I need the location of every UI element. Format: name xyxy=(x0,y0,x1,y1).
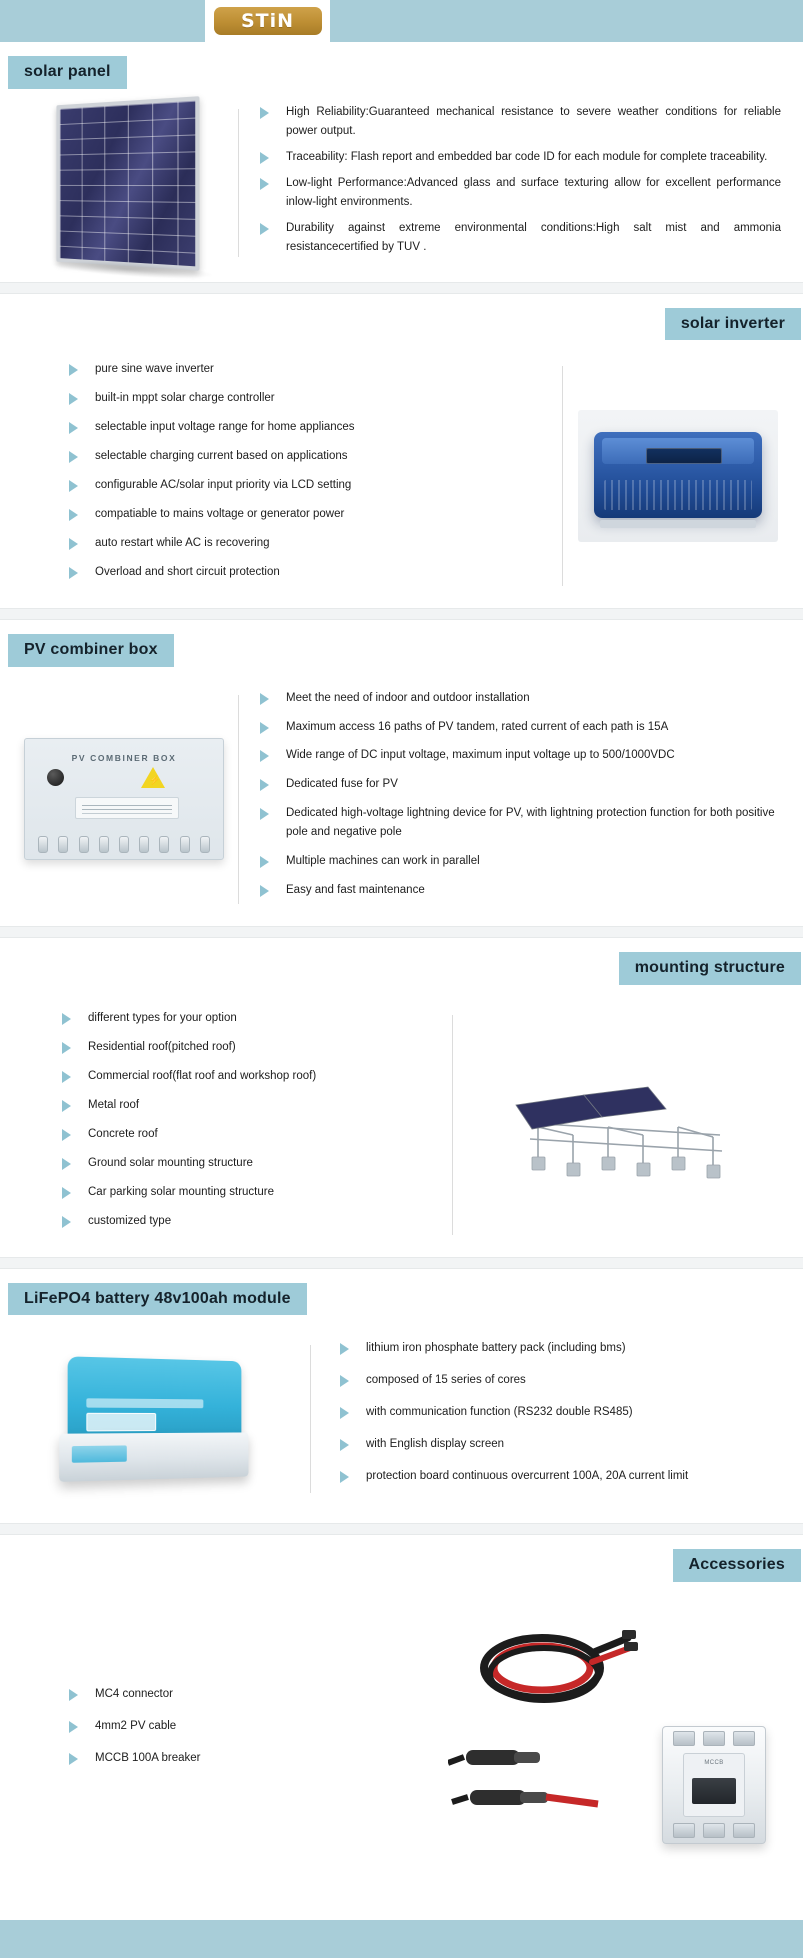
content-row-pv-combiner-box xyxy=(0,673,803,927)
content-row-solar-inverter xyxy=(0,346,803,608)
section-title-lifepo4-battery: LiFePO4 battery 48v100ah module xyxy=(8,1283,307,1316)
triangle-bullet-icon xyxy=(260,693,269,705)
triangle-bullet-icon xyxy=(69,567,78,579)
list-item-text: protection board continuous overcurrent 100A, 20A current limit xyxy=(366,1470,689,1483)
list-item xyxy=(256,219,793,257)
list-item xyxy=(256,775,793,794)
banner-row-pv-combiner-box xyxy=(0,620,803,673)
mccb-terminal xyxy=(703,1731,725,1746)
section-title-mounting-structure: mounting structure xyxy=(619,952,801,985)
banner-row-lifepo4-battery xyxy=(0,1269,803,1322)
list-item xyxy=(58,1125,435,1144)
mounting-structure-art xyxy=(498,1065,748,1185)
list-item xyxy=(256,103,793,141)
cable-gland xyxy=(79,836,89,853)
list-item xyxy=(256,881,793,900)
triangle-bullet-icon xyxy=(62,1013,71,1025)
mccb-terminal xyxy=(703,1823,725,1838)
features-pv-combiner-box xyxy=(238,689,793,911)
combiner-box-cable-glands xyxy=(33,831,215,853)
list-item-text: Maximum access 16 paths of PV tandem, rated current of each path is 15A xyxy=(286,720,669,733)
cable-gland xyxy=(38,836,48,853)
mccb-breaker-art xyxy=(662,1726,766,1844)
triangle-bullet-icon xyxy=(62,1071,71,1083)
combiner-box-art xyxy=(24,738,224,860)
list-item-text: Meet the need of indoor and outdoor installation xyxy=(286,691,530,704)
battery-label-strip xyxy=(86,1398,203,1408)
triangle-bullet-icon xyxy=(340,1439,349,1451)
list-item-text: Durability against extreme environmental conditions:High salt mist and ammonia resistancecertified by TUV . xyxy=(286,221,781,253)
cable-gland xyxy=(99,836,109,853)
battery-upper-shell xyxy=(67,1356,241,1437)
list-item-text: Metal roof xyxy=(88,1098,140,1111)
cable-gland xyxy=(200,836,210,853)
list-item-text: Multiple machines can work in parallel xyxy=(286,855,480,868)
feature-list-solar-panel xyxy=(256,103,793,257)
triangle-bullet-icon xyxy=(69,1721,78,1733)
list-item xyxy=(58,1212,435,1231)
triangle-bullet-icon xyxy=(260,779,269,791)
triangle-bullet-icon xyxy=(62,1158,71,1170)
list-item xyxy=(256,852,793,871)
features-mounting-structure xyxy=(10,1009,453,1241)
image-solar-inverter xyxy=(563,410,793,542)
image-lifepo4-battery xyxy=(10,1349,310,1489)
triangle-bullet-icon xyxy=(62,1187,71,1199)
section-solar-inverter xyxy=(0,294,803,620)
list-item-text: with communication function (RS232 double RS485) xyxy=(366,1406,633,1419)
cable-gland xyxy=(58,836,68,853)
footer-spacer xyxy=(0,1878,803,1920)
image-accessories xyxy=(413,1618,793,1848)
list-item-text: Car parking solar mounting structure xyxy=(88,1185,274,1198)
mccb-terminal xyxy=(673,1731,695,1746)
triangle-bullet-icon xyxy=(69,480,78,492)
feature-list-solar-inverter xyxy=(65,360,545,582)
list-item-text: auto restart while AC is recovering xyxy=(95,537,270,549)
triangle-bullet-icon xyxy=(260,750,269,762)
cable-gland xyxy=(139,836,149,853)
battery-lower-shell xyxy=(59,1433,248,1482)
list-item-text: composed of 15 series of cores xyxy=(366,1374,526,1387)
list-item xyxy=(65,476,545,495)
mccb-top-terminals xyxy=(673,1731,755,1747)
triangle-bullet-icon xyxy=(69,364,78,376)
section-title-solar-panel: solar panel xyxy=(8,56,127,89)
list-item xyxy=(256,746,793,765)
image-mounting-structure xyxy=(453,1065,793,1185)
image-solar-panel xyxy=(10,101,238,266)
pv-cable-coil-art xyxy=(464,1622,640,1718)
triangle-bullet-icon xyxy=(69,393,78,405)
list-item xyxy=(58,1067,435,1086)
list-item xyxy=(65,1749,413,1768)
list-item xyxy=(256,718,793,737)
triangle-bullet-icon xyxy=(260,223,269,235)
mccb-toggle-switch xyxy=(692,1778,736,1804)
list-item xyxy=(256,174,793,212)
list-item-text: built-in mppt solar charge controller xyxy=(95,392,275,405)
feature-list-lifepo4-battery xyxy=(336,1339,793,1486)
list-item xyxy=(336,1371,793,1390)
content-row-mounting-structure xyxy=(0,991,803,1257)
list-item-text: with English display screen xyxy=(366,1438,505,1451)
triangle-bullet-icon xyxy=(260,178,269,190)
high-voltage-warning-icon xyxy=(141,767,165,788)
combiner-box-printed-title: PV COMBINER BOX xyxy=(71,753,177,764)
list-item xyxy=(58,1183,435,1202)
triangle-bullet-icon xyxy=(62,1129,71,1141)
cable-gland xyxy=(119,836,129,853)
cable-gland xyxy=(180,836,190,853)
list-item-text: Dedicated fuse for PV xyxy=(286,778,398,791)
section-title-pv-combiner-box: PV combiner box xyxy=(8,634,174,667)
triangle-bullet-icon xyxy=(62,1216,71,1228)
triangle-bullet-icon xyxy=(260,885,269,897)
list-item-text: configurable AC/solar input priority via LCD setting xyxy=(95,479,352,492)
section-lifepo4-battery xyxy=(0,1269,803,1535)
list-item-text: different types for your option xyxy=(88,1011,237,1024)
solar-panel-frame xyxy=(56,96,199,271)
triangle-bullet-icon xyxy=(260,808,269,820)
lifepo4-battery-art xyxy=(57,1346,254,1493)
triangle-bullet-icon xyxy=(69,451,78,463)
list-item-text: Traceability: Flash report and embedded bar code ID for each module for complete traceability. xyxy=(286,150,768,163)
section-divider xyxy=(0,1257,803,1269)
section-divider xyxy=(0,282,803,294)
feature-list-pv-combiner-box xyxy=(256,689,793,901)
list-item-text: Concrete roof xyxy=(88,1127,158,1140)
triangle-bullet-icon xyxy=(69,538,78,550)
triangle-bullet-icon xyxy=(340,1471,349,1483)
list-item-text: Low-light Performance:Advanced glass and surface texturing allow for excellent performance inlow-light environments. xyxy=(286,176,781,208)
inverter-lcd-screen xyxy=(646,448,722,464)
mc4-connector-art xyxy=(448,1736,638,1832)
mccb-terminal xyxy=(673,1823,695,1838)
content-row-lifepo4-battery xyxy=(0,1321,803,1523)
list-item xyxy=(65,447,545,466)
list-item-text: MCCB 100A breaker xyxy=(95,1751,201,1764)
triangle-bullet-icon xyxy=(69,1689,78,1701)
list-item-text: Overload and short circuit protection xyxy=(95,565,280,578)
features-lifepo4-battery xyxy=(310,1339,793,1499)
list-item-text: selectable input voltage range for home appliances xyxy=(95,421,355,434)
triangle-bullet-icon xyxy=(62,1042,71,1054)
content-row-accessories xyxy=(0,1588,803,1878)
list-item xyxy=(65,1717,413,1736)
combiner-box-knob xyxy=(47,769,64,786)
list-item-text: Wide range of DC input voltage, maximum input voltage up to 500/1000VDC xyxy=(286,749,675,762)
banner-row-solar-inverter xyxy=(0,294,803,347)
list-item xyxy=(336,1467,793,1486)
list-item xyxy=(58,1009,435,1028)
list-item xyxy=(65,389,545,408)
section-mounting-structure xyxy=(0,938,803,1268)
section-solar-panel xyxy=(0,42,803,294)
mccb-faceplate xyxy=(683,1753,745,1817)
section-divider xyxy=(0,608,803,620)
section-pv-combiner-box xyxy=(0,620,803,938)
logo-plate xyxy=(205,0,330,42)
section-divider xyxy=(0,1523,803,1535)
list-item xyxy=(256,148,793,167)
triangle-bullet-icon xyxy=(340,1375,349,1387)
mccb-bottom-terminals xyxy=(673,1823,755,1839)
list-item xyxy=(65,505,545,524)
cable-gland xyxy=(159,836,169,853)
list-item-text: MC4 connector xyxy=(95,1687,173,1700)
list-item xyxy=(58,1096,435,1115)
list-item xyxy=(336,1339,793,1358)
list-item-text: Dedicated high-voltage lightning device for PV, with lightning protection function for both positive pole and negative pole xyxy=(286,807,775,839)
list-item xyxy=(58,1154,435,1173)
mccb-terminal xyxy=(733,1823,755,1838)
battery-display-panel xyxy=(86,1413,156,1432)
banner-row-solar-panel xyxy=(0,42,803,95)
triangle-bullet-icon xyxy=(260,107,269,119)
solar-inverter-art xyxy=(578,410,778,542)
accessories-art xyxy=(438,1618,768,1848)
features-solar-inverter xyxy=(10,360,563,592)
list-item-text: Residential roof(pitched roof) xyxy=(88,1040,236,1053)
inverter-base xyxy=(600,520,756,528)
list-item xyxy=(336,1435,793,1454)
section-divider xyxy=(0,926,803,938)
inverter-top-bezel xyxy=(602,438,754,464)
features-accessories xyxy=(10,1685,413,1781)
list-item xyxy=(65,1685,413,1704)
logo-text: STiN xyxy=(240,10,295,32)
triangle-bullet-icon xyxy=(260,152,269,164)
banner-row-mounting-structure xyxy=(0,938,803,991)
triangle-bullet-icon xyxy=(69,422,78,434)
solar-panel-cells xyxy=(60,100,195,266)
image-pv-combiner-box xyxy=(10,738,238,860)
inverter-body xyxy=(594,432,762,518)
list-item-text: Commercial roof(flat roof and workshop roof) xyxy=(88,1069,317,1082)
list-item xyxy=(65,360,545,379)
feature-list-mounting-structure xyxy=(58,1009,435,1231)
list-item-text: Easy and fast maintenance xyxy=(286,884,425,897)
content-row-solar-panel xyxy=(0,95,803,282)
list-item-text: pure sine wave inverter xyxy=(95,363,214,376)
section-accessories xyxy=(0,1535,803,1878)
list-item xyxy=(65,563,545,582)
list-item xyxy=(65,418,545,437)
section-title-accessories: Accessories xyxy=(673,1549,802,1582)
list-item-text: Ground solar mounting structure xyxy=(88,1156,253,1169)
inverter-vents xyxy=(604,480,752,510)
mccb-brand-label: MCCB xyxy=(704,1759,724,1766)
triangle-bullet-icon xyxy=(260,856,269,868)
triangle-bullet-icon xyxy=(69,509,78,521)
mccb-terminal xyxy=(733,1731,755,1746)
triangle-bullet-icon xyxy=(62,1100,71,1112)
triangle-bullet-icon xyxy=(69,1753,78,1765)
brand-header-bar xyxy=(0,0,803,42)
list-item-text: 4mm2 PV cable xyxy=(95,1719,177,1732)
triangle-bullet-icon xyxy=(340,1343,349,1355)
list-item-text: selectable charging current based on applications xyxy=(95,450,348,463)
triangle-bullet-icon xyxy=(260,722,269,734)
footer-bar xyxy=(0,1920,803,1958)
banner-row-accessories xyxy=(0,1535,803,1588)
features-solar-panel xyxy=(238,103,793,264)
list-item xyxy=(256,689,793,708)
list-item-text: lithium iron phosphate battery pack (including bms) xyxy=(366,1342,626,1355)
triangle-bullet-icon xyxy=(340,1407,349,1419)
list-item xyxy=(65,534,545,553)
list-item xyxy=(336,1403,793,1422)
list-item xyxy=(256,804,793,842)
list-item-text: compatiable to mains voltage or generator power xyxy=(95,508,345,521)
solar-panel-art xyxy=(56,96,199,271)
feature-list-accessories xyxy=(65,1685,413,1768)
list-item-text: customized type xyxy=(88,1214,172,1227)
stin-logo xyxy=(214,7,322,35)
section-title-solar-inverter: solar inverter xyxy=(665,308,801,341)
list-item xyxy=(58,1038,435,1057)
combiner-box-notice-label xyxy=(75,797,179,819)
list-item-text: High Reliability:Guaranteed mechanical resistance to severe weather conditions for reliable power output. xyxy=(286,105,781,137)
